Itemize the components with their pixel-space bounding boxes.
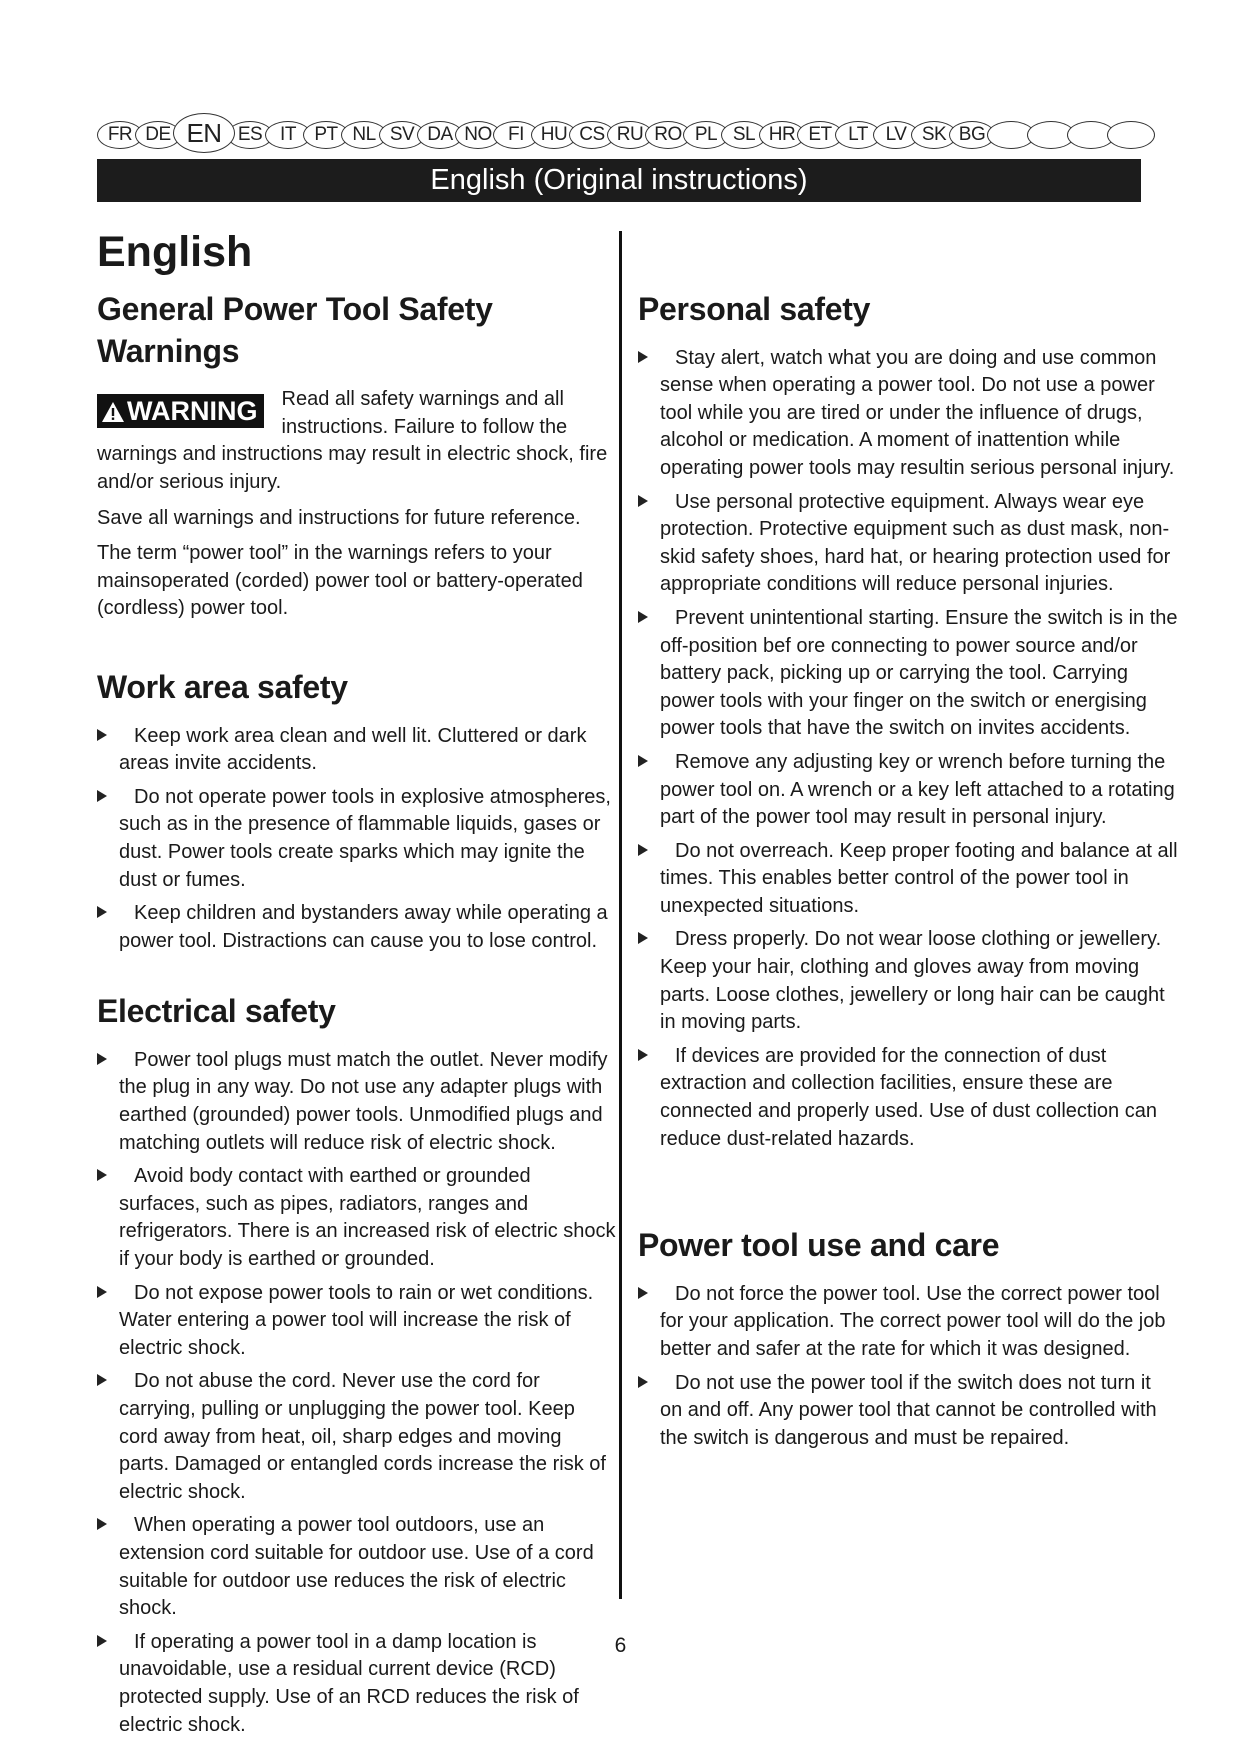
power-tool-use-item-text: Do not force the power tool. Use the correct power tool for your application. The correct power tool will do the job better and safer at the rate for which it was designed. [660,1282,1166,1360]
personal-safety-list [638,345,1178,1154]
language-tab-sl[interactable]: SL [721,121,767,149]
warning-block [97,386,617,504]
bullet-arrow-icon [638,844,648,856]
personal-safety-item-text: Prevent unintentional starting. Ensure the switch is in the off-position bef ore connecting to power source and/or battery pack, picking up or carrying the tool. Carrying power tools with your finger on the switch or energising power tools that have the switch on invites accidents. [660,606,1178,740]
bullet-arrow-icon [97,906,107,918]
electrical-item-text: Avoid body contact with earthed or grounded surfaces, such as pipes, radiators, ranges and refrigerators. There is an increased risk of electric shock if your body is earthed or grounded. [119,1165,616,1271]
language-tab-ru[interactable]: RU [607,121,653,149]
language-tab-hr[interactable]: HR [759,121,805,149]
right-column [638,289,1178,1458]
language-tab-no[interactable]: NO [455,121,501,149]
personal-safety-item [638,489,1178,599]
work-area-safety-title: Work area safety [97,668,348,705]
language-tab-et[interactable]: ET [797,121,843,149]
electrical-item [97,1047,617,1157]
personal-safety-item [638,926,1178,1036]
language-tab-nl[interactable]: NL [341,121,387,149]
personal-safety-item [638,605,1178,743]
power-tool-use-item [638,1370,1178,1453]
electrical-item-text: Do not abuse the cord. Never use the cord for carrying, pulling or unplugging the power tool. Keep cord away from heat, oil, sharp edges and moving parts. Damaged or entangled cords increase the risk of electric shock. [119,1370,606,1503]
personal-safety-item-text: If devices are provided for the connection of dust extraction and collection facilities, ensure these are connected and properly used. Use of dust collection can reduce dust-related hazards. [660,1044,1157,1150]
language-tab-en[interactable]: EN [173,113,235,153]
personal-safety-item [638,345,1178,483]
save-instructions-text: Save all warnings and instructions for future reference. [97,506,581,529]
language-tab-es[interactable]: ES [227,121,273,149]
electrical-item-text: When operating a power tool outdoors, use an extension cord suitable for outdoor use. Use of a cord suitable for outdoor use reduces the risk of electric shock. [119,1514,594,1620]
bullet-arrow-icon [638,1376,648,1388]
personal-safety-item [638,1043,1178,1153]
warning-label: WARNING [127,396,258,427]
warning-triangle-icon [101,401,125,423]
warning-badge [97,394,264,428]
personal-safety-item [638,838,1178,921]
left-column [97,289,617,1745]
language-tab-bar [97,118,1147,152]
power-tool-use-title: Power tool use and care [638,1227,1000,1264]
bullet-arrow-icon [97,729,107,741]
personal-safety-item-text: Do not overreach. Keep proper footing and balance at all times. This enables better control of the power tool in unexpected situations. [660,839,1178,917]
work-area-item-text: Keep children and bystanders away while operating a power tool. Distractions can cause you to lose control. [119,902,608,952]
personal-safety-item-text: Remove any adjusting key or wrench before turning the power tool on. A wrench or a key left attached to a rotating part of the power tool may result in personal injury. [660,750,1175,829]
power-tool-use-list [638,1281,1178,1453]
bullet-arrow-icon [638,1049,648,1061]
electrical-item-text: Power tool plugs must match the outlet. Never modify the plug in any way. Do not use any adapter plugs with earthed (grounded) power tools. Unmodified plugs and matching outlets will reduce risk of electric shock. [119,1048,608,1154]
bullet-arrow-icon [97,790,107,802]
bullet-arrow-icon [638,351,648,363]
language-tab-sk[interactable]: SK [911,121,957,149]
bullet-arrow-icon [97,1518,107,1530]
electrical-item [97,1163,617,1273]
bullet-arrow-icon [638,495,648,507]
warning-intro-text: Read all safety warnings and all instructions. Failure to follow the warnings and instructions may result in electric shock, fire and/or serious injury. [97,388,608,493]
bullet-arrow-icon [638,932,648,944]
work-area-item [97,784,617,894]
bullet-arrow-icon [97,1374,107,1386]
bullet-arrow-icon [97,1286,107,1298]
power-tool-term-text: The term “power tool” in the warnings refers to your mainsoperated (corded) power tool or battery-operated (cordless) power tool. [97,542,583,620]
work-area-item-text: Keep work area clean and well lit. Cluttered or dark areas invite accidents. [119,724,587,775]
work-area-item [97,723,617,778]
electrical-item [97,1368,617,1506]
page-number: 6 [614,1634,627,1657]
personal-safety-item-text: Use personal protective equipment. Always wear eye protection. Protective equipment such as dust mask, non-skid safety shoes, hard hat, or hearing protection used for appropriate conditions will reduce personal injuries. [660,490,1171,596]
electrical-safety-title: Electrical safety [97,993,336,1030]
language-tab-pt[interactable]: PT [303,121,349,149]
language-tab-hu[interactable]: HU [531,121,577,149]
work-area-item [97,900,617,955]
language-tab-lv[interactable]: LV [873,121,919,149]
bullet-arrow-icon [97,1169,107,1181]
power-tool-use-item [638,1281,1178,1364]
bullet-arrow-icon [638,1287,648,1299]
language-tab-pl[interactable]: PL [683,121,729,149]
work-area-item-text: Do not operate power tools in explosive atmospheres, such as in the presence of flammable liquids, gases or dust. Power tools create sparks which may ignite the dust or fumes. [119,785,611,891]
language-tab-ro[interactable]: RO [645,121,691,149]
header-banner: English (Original instructions) [97,159,1141,202]
work-area-safety-list [97,723,617,956]
language-tab-lt[interactable]: LT [835,121,881,149]
personal-safety-title: Personal safety [638,291,871,327]
power-tool-use-item-text: Do not use the power tool if the switch does not turn it on and off. Any power tool that cannot be controlled with the switch is dangerous and must be repaired. [660,1371,1157,1449]
bullet-arrow-icon [638,755,648,767]
column-divider [619,231,622,1599]
personal-safety-item-text: Stay alert, watch what you are doing and use common sense when operating a power tool. Do not use a power tool while you are tired or under the influence of drugs, alcohol or medication. A moment of inattention while operating power tools may resultin serious personal injury. [660,346,1175,479]
language-tab-da[interactable]: DA [417,121,463,149]
page-heading: English [97,228,253,276]
general-warnings-title: General Power Tool Safety Warnings [97,291,493,369]
language-tab-fr[interactable]: FR [97,121,143,149]
bullet-arrow-icon [638,611,648,623]
electrical-item [97,1280,617,1363]
language-tab-sv[interactable]: SV [379,121,425,149]
bullet-arrow-icon [97,1053,107,1065]
personal-safety-item [638,749,1178,832]
language-tab-bg[interactable]: BG [949,121,995,149]
electrical-item-text: If operating a power tool in a damp location is unavoidable, use a residual current device (RCD) protected supply. Use of an RCD reduces the risk of electric shock. [119,1630,579,1736]
language-tab-de[interactable]: DE [135,121,181,149]
language-tab-cs[interactable]: CS [569,121,615,149]
electrical-item-text: Do not expose power tools to rain or wet conditions. Water entering a power tool will increase the risk of electric shock. [119,1281,594,1359]
language-tab-empty[interactable] [1107,121,1155,149]
personal-safety-item-text: Dress properly. Do not wear loose clothing or jewellery. Keep your hair, clothing and gloves away from moving parts. Loose clothes, jewellery or long hair can be caught in moving parts. [660,928,1165,1034]
electrical-item [97,1512,617,1622]
language-tab-fi[interactable]: FI [493,121,539,149]
language-tab-it[interactable]: IT [265,121,311,149]
